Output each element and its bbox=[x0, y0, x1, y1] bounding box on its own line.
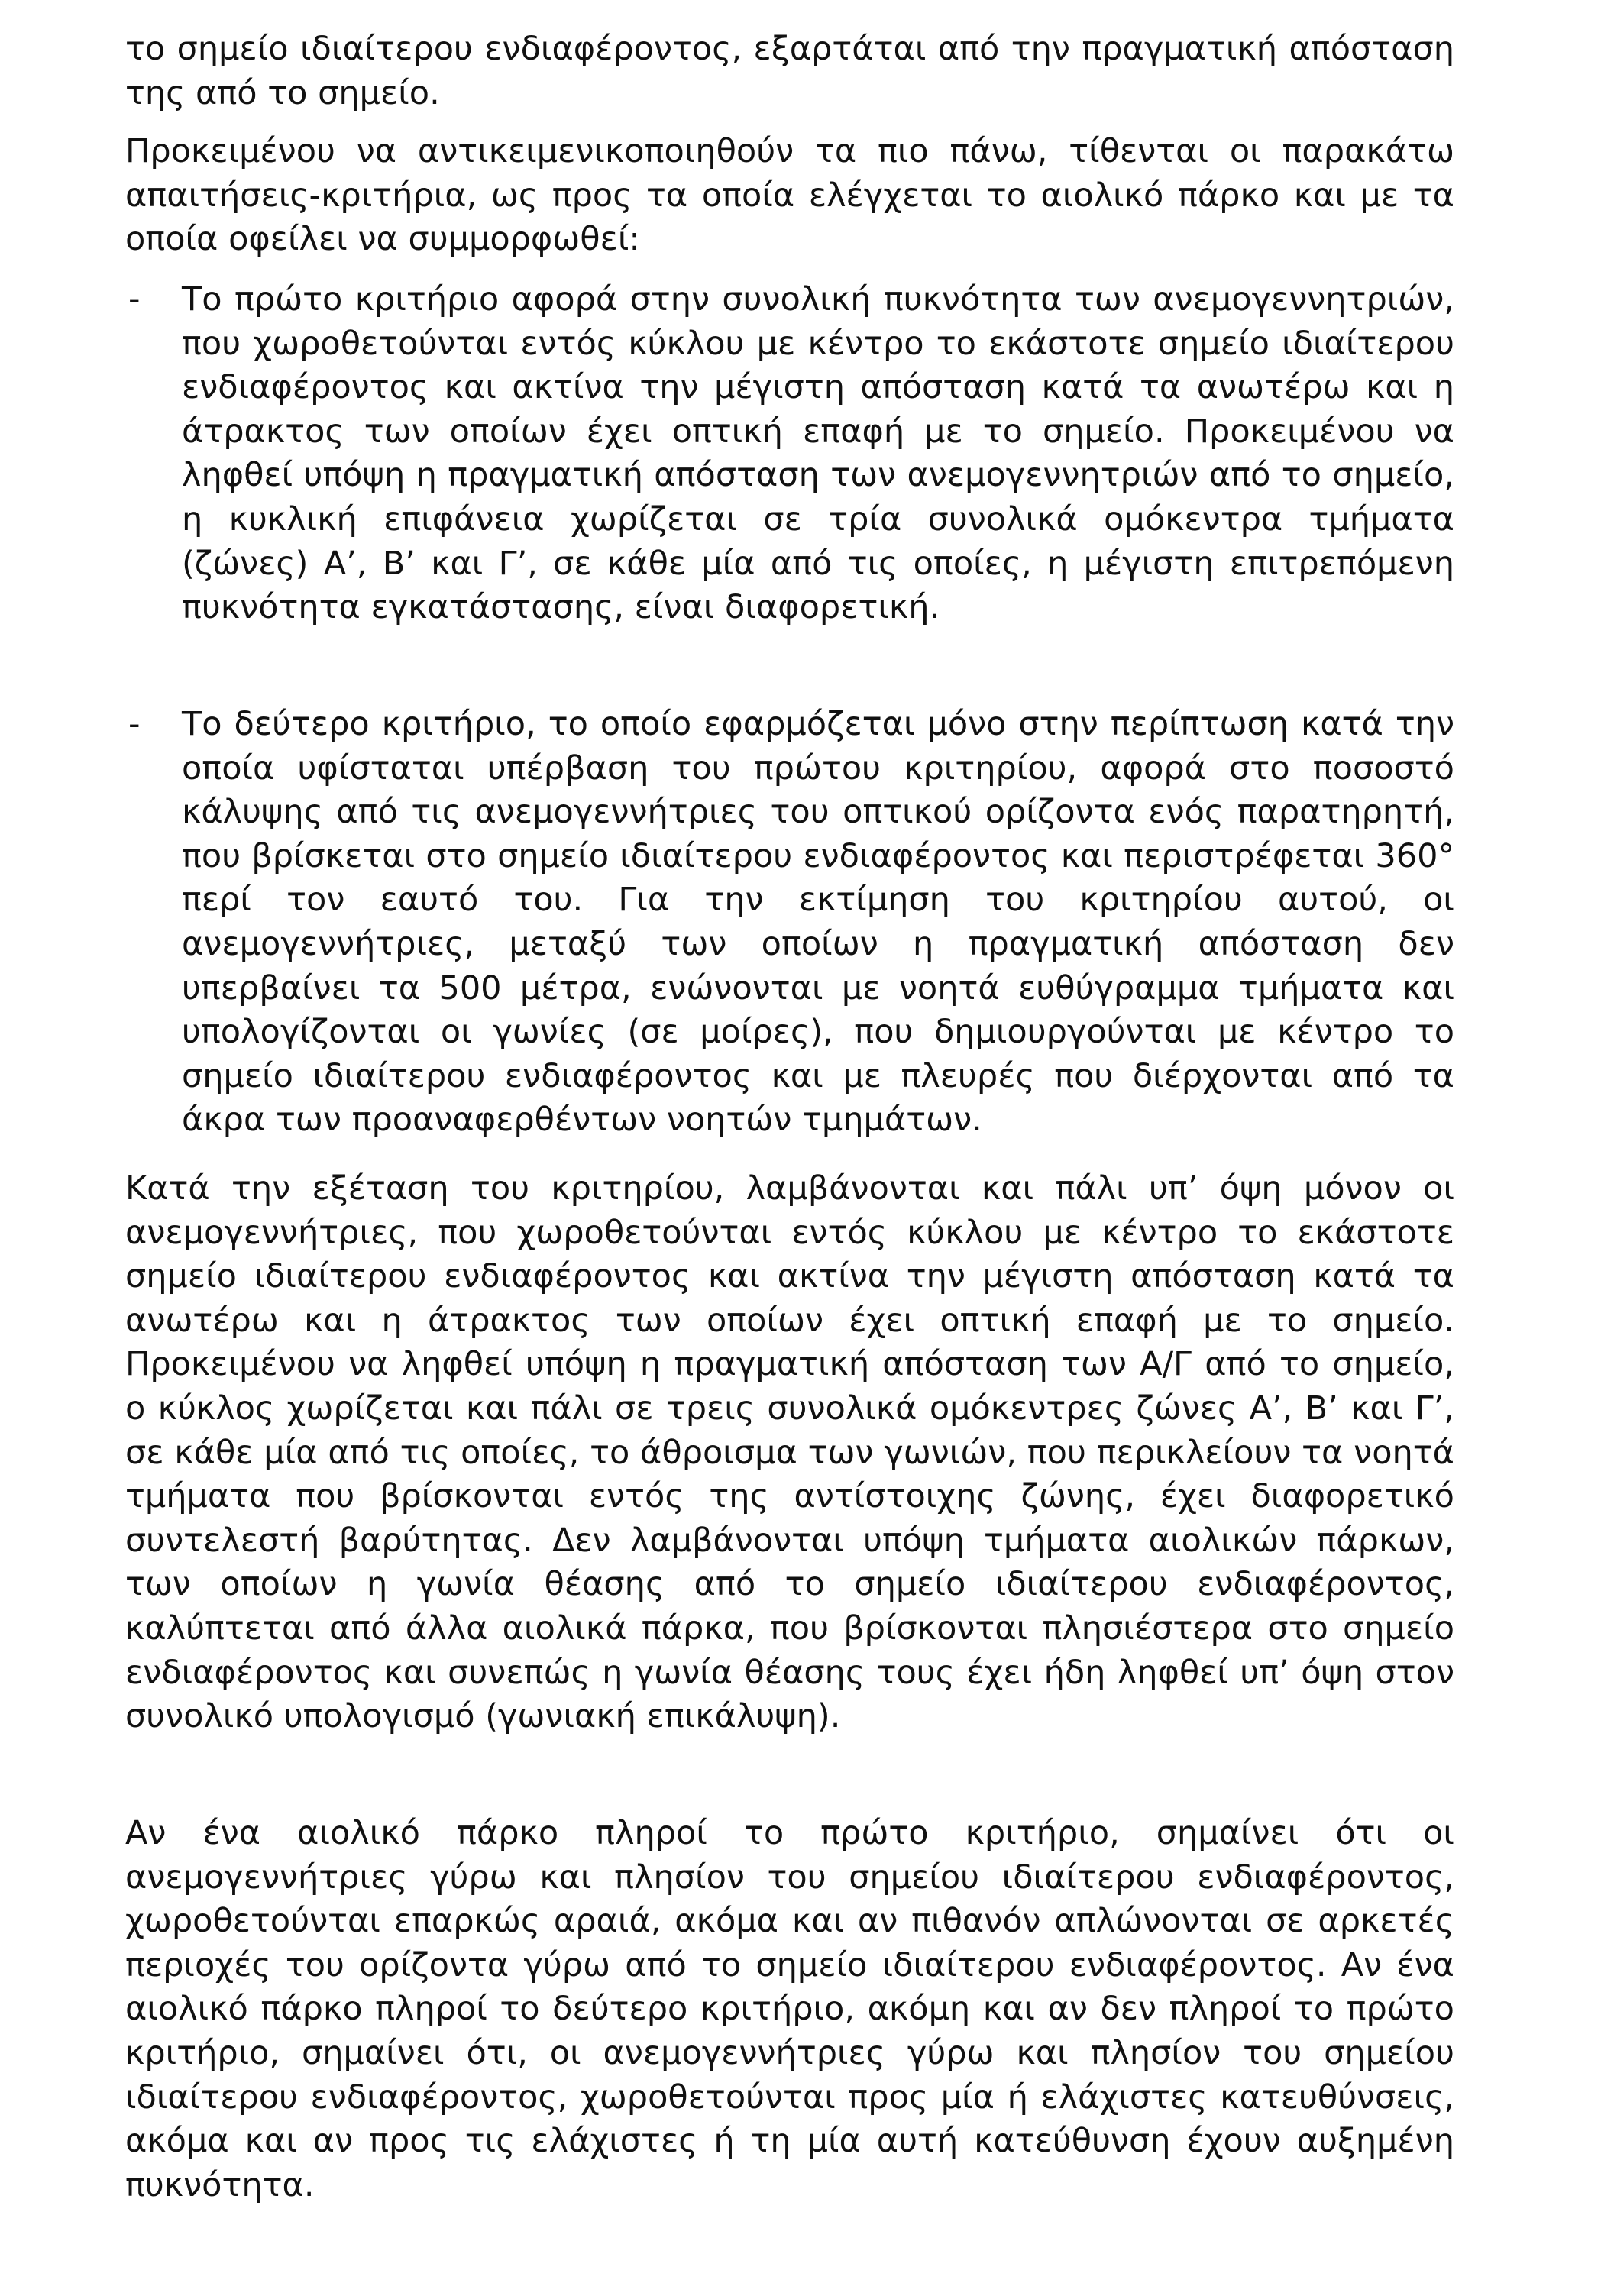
requirements-paragraph: Προκειμένου να αντικειμενικοποιηθούν τα πιο πάνω, τίθενται οι παρακάτω απαιτήσεις-κριτήρια, ως προς τα οποία ελέγχεται το αιολικό πάρκο και με τα οποία οφείλει να συμμορφωθεί: bbox=[125, 132, 1454, 259]
bullet-marker: - bbox=[128, 280, 141, 319]
conclusion-paragraph: Αν ένα αιολικό πάρκο πληροί το πρώτο κριτήριο, σημαίνει ότι οι ανεμογεννήτριες γύρω και πλησίον του σημείου ιδιαίτερου ενδιαφέροντος, χωροθετούνται επαρκώς αραιά, ακόμα και αν πιθανόν απλώνονται σε αρκετές περιοχές του ορίζοντα γύρω από το σημείο ιδιαίτερου ενδιαφέροντος. Αν ένα αιολικό πάρκο πληροί το δεύτερο κριτήριο, ακόμη και αν δεν πληροί το πρώτο κριτήριο, σημαίνει ότι, οι ανεμογεννήτριες γύρω και πλησίον του σημείου ιδιαίτερου ενδιαφέροντος, χωροθετούνται προς μία ή ελάχιστες κατευθύνσεις, ακόμα και αν προς τις ελάχιστες ή τη μία αυτή κατεύθυνση έχουν αυξημένη πυκνότητα. bbox=[125, 1814, 1454, 2204]
bullet-marker: - bbox=[128, 705, 141, 743]
examination-paragraph: Κατά την εξέταση του κριτηρίου, λαμβάνονται και πάλι υπ’ όψη μόνον οι ανεμογεννήτριες, που χωροθετούνται εντός κύκλου με κέντρο το εκάστοτε σημείο ιδιαίτερου ενδιαφέροντος και ακτίνα την μέγιστη απόσταση κατά τα ανωτέρω και η άτρακτος των οποίων έχει οπτική επαφή με το σημείο. Προκειμένου να ληφθεί υπόψη η πραγματική απόσταση των Α/Γ από το σημείο, ο κύκλος χωρίζεται και πάλι σε τρεις συνολικά ομόκεντρες ζώνες Α’, Β’ και Γ’, σε κάθε μία από τις οποίες, το άθροισμα των γωνιών, που περικλείουν τα νοητά τμήματα που βρίσκονται εντός της αντίστοιχης ζώνης, έχει διαφορετικό συντελεστή βαρύτητας. Δεν λαμβάνονται υπόψη τμήματα αιολικών πάρκων, των οποίων η γωνία θέασης από το σημείο ιδιαίτερου ενδιαφέροντος, καλύπτεται από άλλα αιολικά πάρκα, που βρίσκονται πλησιέστερα στο σημείο ενδιαφέροντος και συνεπώς η γωνία θέασης τους έχει ήδη ληφθεί υπ’ όψη στον συνολικό υπολογισμό (γωνιακή επικάλυψη). bbox=[125, 1169, 1454, 1736]
intro-paragraph: το σημείο ιδιαίτερου ενδιαφέροντος, εξαρτάται από την πραγματική απόσταση της από το σημείο. bbox=[125, 30, 1454, 112]
criterion-two-text: Το δεύτερο κριτήριο, το οποίο εφαρμόζεται μόνο στην περίπτωση κατά την οποία υφίσταται υπέρβαση του πρώτου κριτηρίου, αφορά στο ποσοστό κάλυψης από τις ανεμογεννήτριες του οπτικού ορίζοντα ενός παρατηρητή, που βρίσκεται στο σημείο ιδιαίτερου ενδιαφέροντος και περιστρέφεται 360° περί τον εαυτό του. Για την εκτίμηση του κριτηρίου αυτού, οι ανεμογεννήτριες, μεταξύ των οποίων η πραγματική απόσταση δεν υπερβαίνει τα 500 μέτρα, ενώνονται με νοητά ευθύγραμμα τμήματα και υπολογίζονται οι γωνίες (σε μοίρες), που δημιουργούνται με κέντρο το σημείο ιδιαίτερου ενδιαφέροντος και με πλευρές που διέρχονται από τα άκρα των προαναφερθέντων νοητών τμημάτων. bbox=[182, 705, 1454, 1140]
criterion-one-text: Το πρώτο κριτήριο αφορά στην συνολική πυκνότητα των ανεμογεννητριών, που χωροθετούνται εντός κύκλου με κέντρο το εκάστοτε σημείο ιδιαίτερου ενδιαφέροντος και ακτίνα την μέγιστη απόσταση κατά τα ανωτέρω και η άτρακτος των οποίων έχει οπτική επαφή με το σημείο. Προκειμένου να ληφθεί υπόψη η πραγματική απόσταση των ανεμογεννητριών από το σημείο, η κυκλική επιφάνεια χωρίζεται σε τρία συνολικά ομόκεντρα τμήματα (ζώνες) Α’, Β’ και Γ’, σε κάθε μία από τις οποίες, η μέγιστη επιτρεπόμενη πυκνότητα εγκατάστασης, είναι διαφορετική. bbox=[182, 280, 1454, 627]
